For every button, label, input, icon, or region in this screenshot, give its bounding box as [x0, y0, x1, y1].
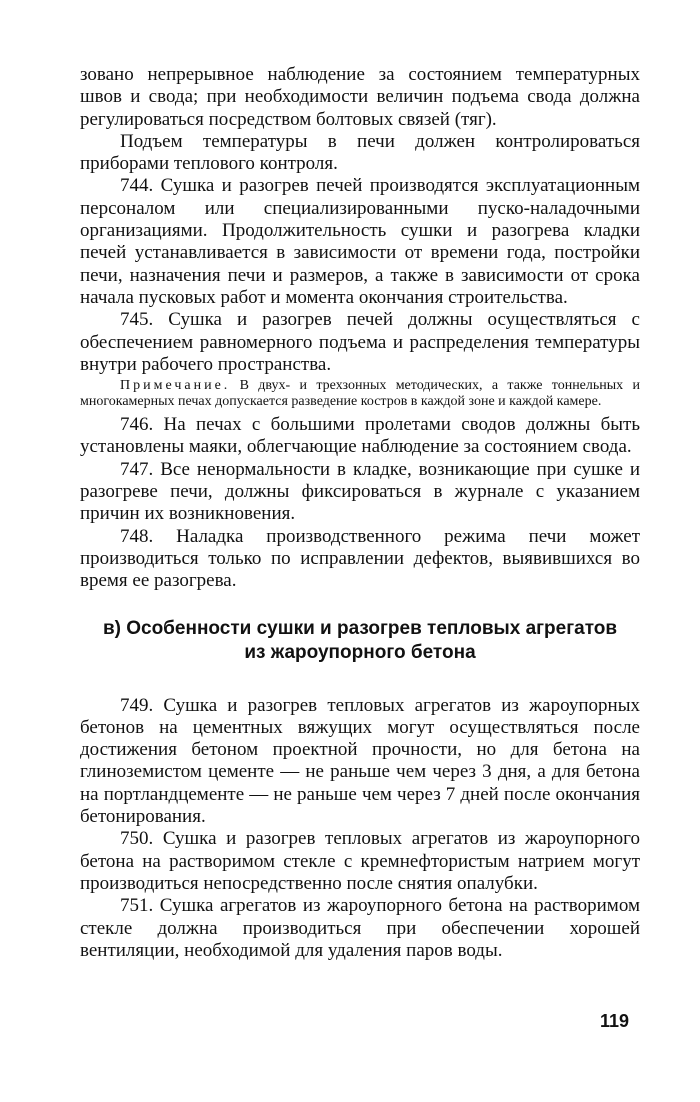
paragraph-749: 749. Сушка и разогрев тепловых агрегатов из жароупорных бетонов на цементных вяжущих могут осуществляться после достижения бетоном проектной прочности, но для бетона на глиноземистом цементе — не раньше чем через 3 дня, а для бетона на портландцементе — не раньше чем через 7 дней после окончания бетонирования. — [80, 694, 640, 828]
paragraph-748: 748. Наладка производственного режима печи может производиться только по исправлении дефектов, выявившихся во время ее разогрева. — [80, 525, 640, 592]
paragraph-745: 745. Сушка и разогрев печей должны осуществляться с обеспечением равномерного подъема и распределения температуры внутри рабочего пространства. — [80, 309, 640, 375]
paragraph-continuation: зовано непрерывное наблюдение за состоянием температурных швов и свода; при необходимости величин подъема свода должна регулироваться посредством болтовых связей (тяг). — [80, 64, 640, 130]
note-label: Примечание. — [120, 378, 231, 394]
paragraph-750: 750. Сушка и разогрев тепловых агрегатов из жароупорного бетона на растворимом стекле с кремнефтористым натрием могут производиться непосредственно после снятия опалубки. — [80, 828, 640, 894]
section-heading-line1: в) Особенности сушки и разогрев тепловых агрегатов — [102, 617, 618, 639]
paragraph-751: 751. Сушка агрегатов из жароупорного бетона на растворимом стекле должна производиться при обеспечении хорошей вентиляции, необходимой для удаления паров воды. — [80, 895, 640, 961]
page-number: 119 — [600, 1011, 630, 1031]
paragraph-747: 747. Все ненормальности в кладке, возникающие при сушке и разогреве печи, должны фиксироваться в журнале с указанием причин их возникновения. — [80, 458, 640, 525]
paragraph-temperature-control: Подъем температуры в печи должен контролироваться приборами теплового контроля. — [80, 130, 640, 175]
note-text: В двух- и трехзонных методических, а также тоннельных и многокамерных печах допускается разведение костров в каждой зоне и каждой камере. — [80, 378, 640, 410]
section-heading-line2: из жароупорного бетона — [244, 641, 476, 663]
paragraph-744: 744. Сушка и разогрев печей производятся эксплуатационным персоналом или специализированными пуско-наладочными организациями. Продолжительность сушки и разогрева кладки печей устанавливается в зависимости от времени года, постройки печи, назначения печи и размеров, а также в зависимости от срока начала пусковых работ и момента окончания строительства. — [80, 175, 640, 308]
section-heading — [80, 617, 640, 665]
note — [80, 378, 640, 410]
page-body — [80, 64, 640, 962]
paragraph-746: 746. На печах с большими пролетами сводов должны быть установлены маяки, облегчающие наблюдение за состоянием свода. — [80, 414, 640, 458]
